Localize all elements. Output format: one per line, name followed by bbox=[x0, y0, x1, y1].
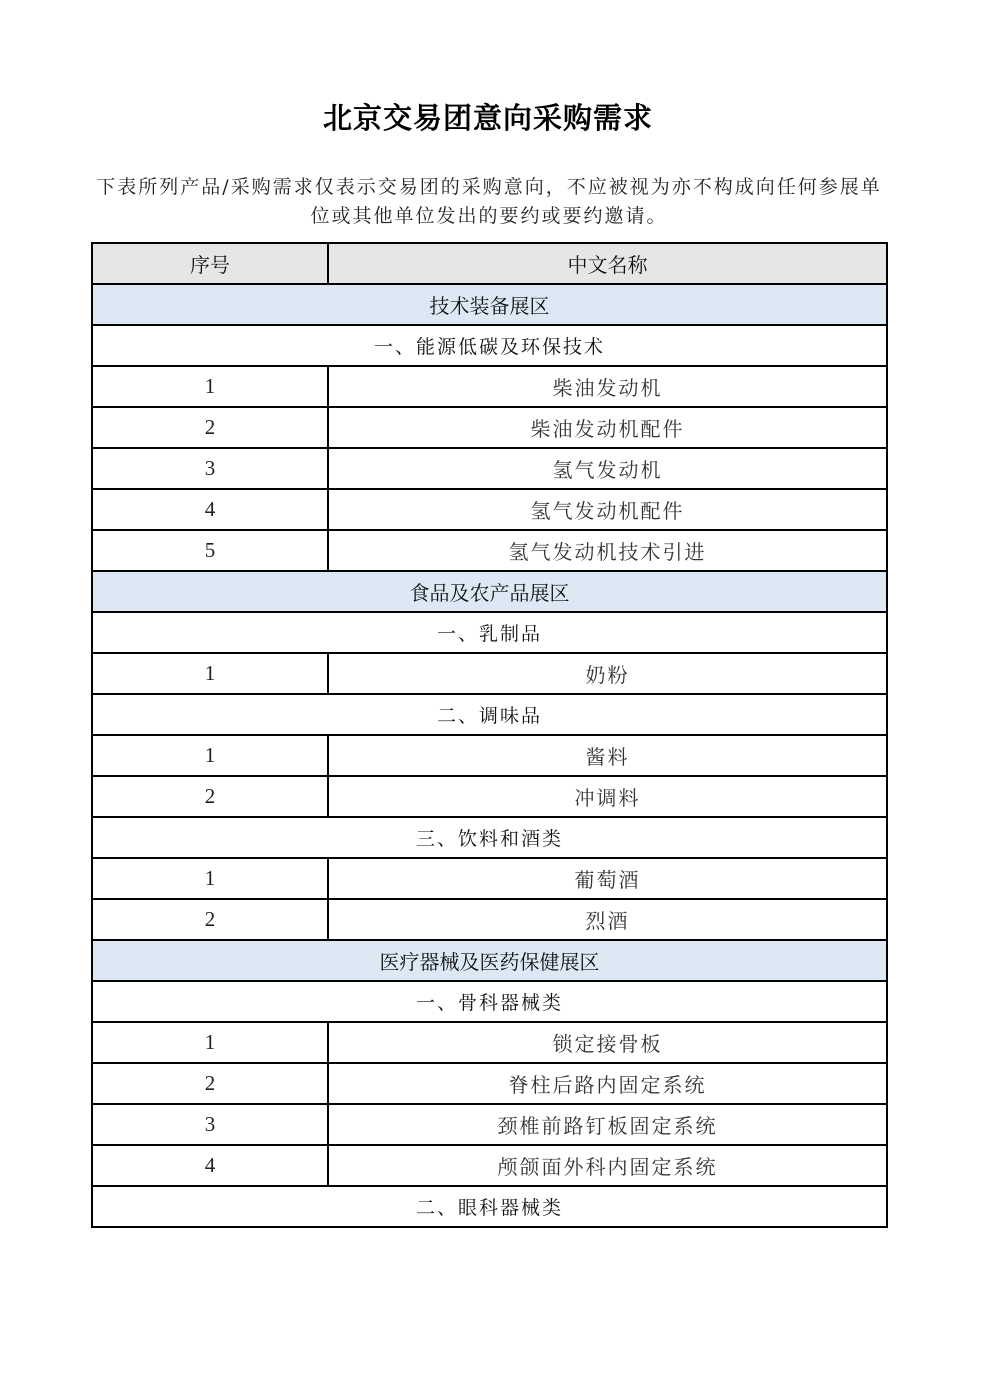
category-row bbox=[92, 694, 887, 735]
item-serial-number: 2 bbox=[92, 407, 328, 448]
table-row bbox=[92, 489, 887, 530]
item-name: 脊柱后路内固定系统 bbox=[328, 1063, 887, 1104]
exhibition-zone-row bbox=[92, 571, 887, 612]
exhibition-zone-row bbox=[92, 940, 887, 981]
item-serial-number: 3 bbox=[92, 448, 328, 489]
item-serial-number: 1 bbox=[92, 735, 328, 776]
table-header-row bbox=[92, 243, 887, 284]
zone-label: 食品及农产品展区 bbox=[92, 571, 887, 612]
item-name: 颅颌面外科内固定系统 bbox=[328, 1145, 887, 1186]
item-serial-number: 5 bbox=[92, 530, 328, 571]
header-chinese-name: 中文名称 bbox=[328, 243, 887, 284]
item-serial-number: 1 bbox=[92, 858, 328, 899]
intro-disclaimer: 下表所列产品/采购需求仅表示交易团的采购意向，不应被视为亦不构成向任何参展单位或其他单位发出的要约或要约邀请。 bbox=[96, 176, 882, 227]
item-name: 烈酒 bbox=[328, 899, 887, 940]
item-name: 氢气发动机 bbox=[328, 448, 887, 489]
category-label: 二、调味品 bbox=[92, 694, 887, 735]
item-serial-number: 2 bbox=[92, 899, 328, 940]
table-body bbox=[92, 284, 887, 1227]
item-serial-number: 2 bbox=[92, 776, 328, 817]
category-label: 三、饮料和酒类 bbox=[92, 817, 887, 858]
category-label: 一、骨科器械类 bbox=[92, 981, 887, 1022]
item-name: 柴油发动机 bbox=[328, 366, 887, 407]
item-name: 氢气发动机技术引进 bbox=[328, 530, 887, 571]
category-row bbox=[92, 817, 887, 858]
item-name: 葡萄酒 bbox=[328, 858, 887, 899]
item-name: 氢气发动机配件 bbox=[328, 489, 887, 530]
category-row bbox=[92, 1186, 887, 1227]
item-serial-number: 2 bbox=[92, 1063, 328, 1104]
table-row bbox=[92, 530, 887, 571]
item-serial-number: 4 bbox=[92, 1145, 328, 1186]
item-name: 酱料 bbox=[328, 735, 887, 776]
category-label: 一、能源低碳及环保技术 bbox=[92, 325, 887, 366]
table-row bbox=[92, 1145, 887, 1186]
table-row bbox=[92, 1063, 887, 1104]
table-row bbox=[92, 899, 887, 940]
category-row bbox=[92, 981, 887, 1022]
zone-label: 技术装备展区 bbox=[92, 284, 887, 325]
table-row bbox=[92, 1022, 887, 1063]
table-row bbox=[92, 653, 887, 694]
table-row bbox=[92, 448, 887, 489]
table-row bbox=[92, 366, 887, 407]
category-row bbox=[92, 325, 887, 366]
item-serial-number: 3 bbox=[92, 1104, 328, 1145]
item-name: 颈椎前路钉板固定系统 bbox=[328, 1104, 887, 1145]
table-row bbox=[92, 407, 887, 448]
table-row bbox=[92, 735, 887, 776]
table-row bbox=[92, 776, 887, 817]
item-serial-number: 1 bbox=[92, 653, 328, 694]
table-row bbox=[92, 858, 887, 899]
exhibition-zone-row bbox=[92, 284, 887, 325]
item-serial-number: 4 bbox=[92, 489, 328, 530]
zone-label: 医疗器械及医药保健展区 bbox=[92, 940, 887, 981]
procurement-table bbox=[91, 242, 888, 1228]
category-label: 二、眼科器械类 bbox=[92, 1186, 887, 1227]
item-serial-number: 1 bbox=[92, 366, 328, 407]
table-row bbox=[92, 1104, 887, 1145]
header-serial-number: 序号 bbox=[92, 243, 328, 284]
item-serial-number: 1 bbox=[92, 1022, 328, 1063]
category-row bbox=[92, 612, 887, 653]
category-label: 一、乳制品 bbox=[92, 612, 887, 653]
page-title: 北京交易团意向采购需求 bbox=[322, 101, 653, 135]
item-name: 锁定接骨板 bbox=[328, 1022, 887, 1063]
item-name: 冲调料 bbox=[328, 776, 887, 817]
item-name: 柴油发动机配件 bbox=[328, 407, 887, 448]
item-name: 奶粉 bbox=[328, 653, 887, 694]
